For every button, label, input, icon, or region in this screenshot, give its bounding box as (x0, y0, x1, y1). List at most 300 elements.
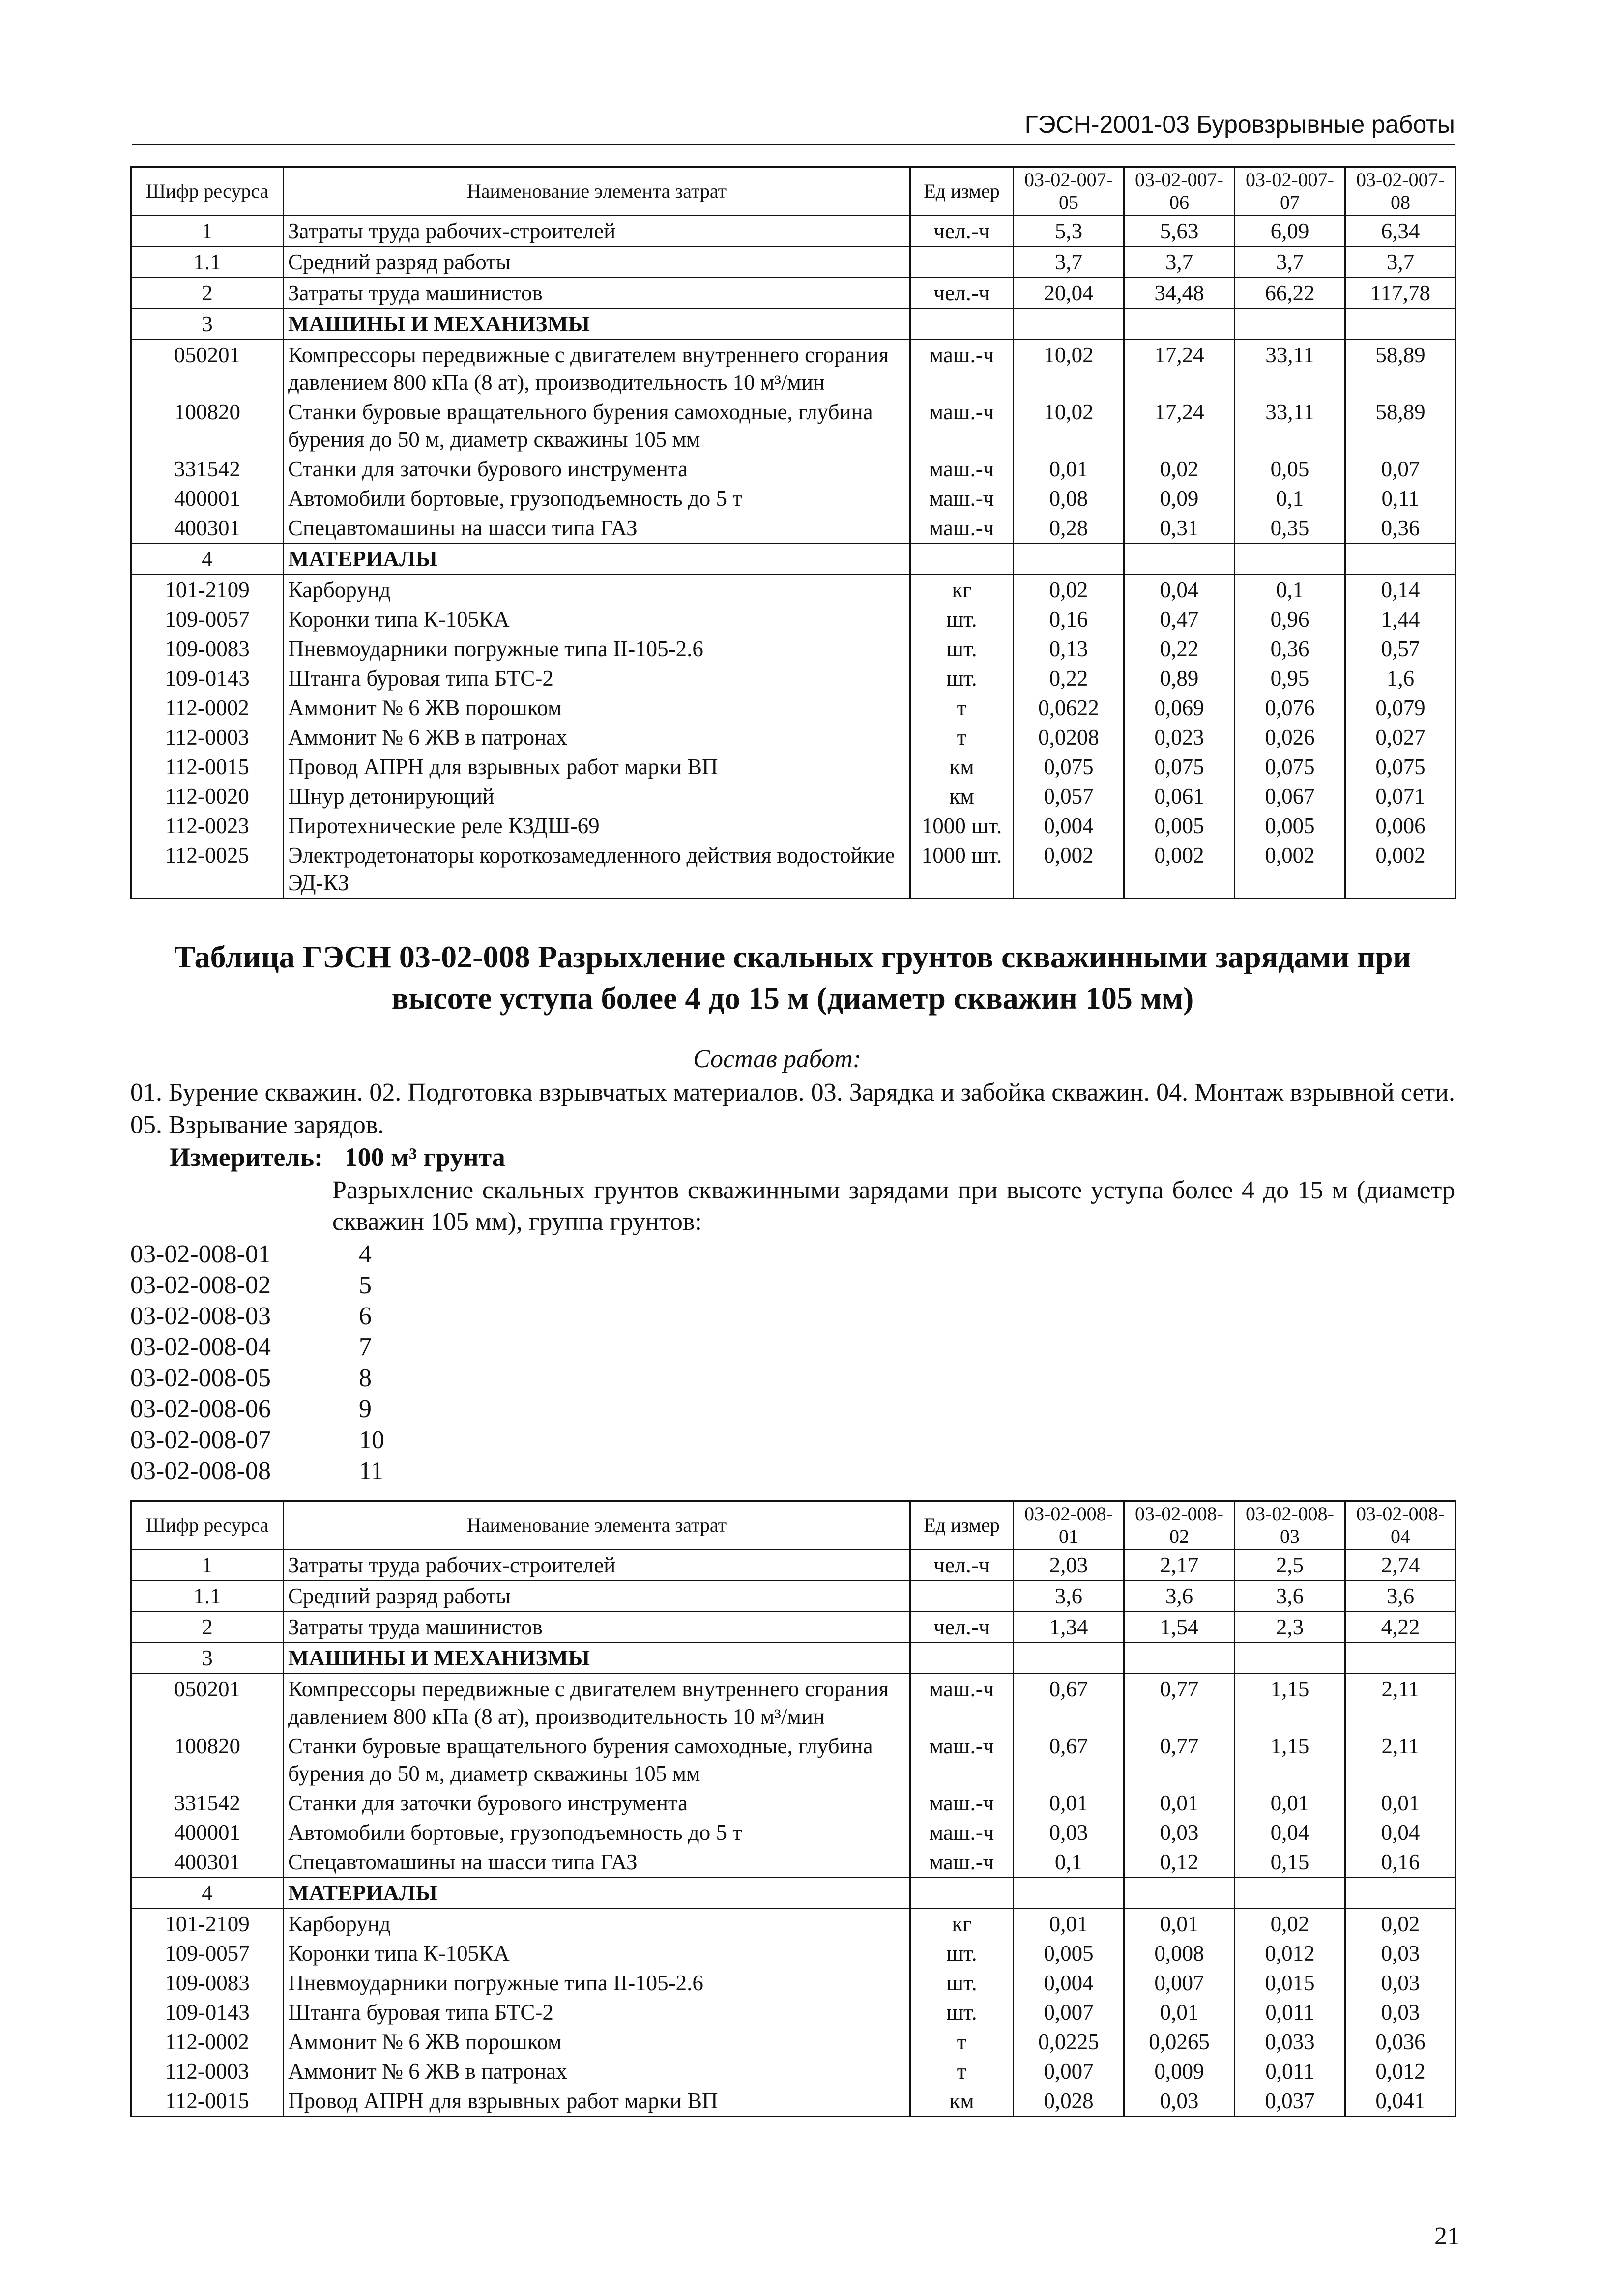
header-title: ГЭСН-2001-03 Буровзрывные работы (1024, 111, 1455, 138)
norm-value (1235, 1878, 1345, 1909)
table-row (131, 1878, 1456, 1909)
norm-value: 0,005 (1124, 811, 1235, 841)
table-row (131, 723, 1456, 752)
norm-code-item (130, 1363, 384, 1394)
norm-value: 6,34 (1345, 216, 1456, 247)
col-header-norm: 03-02-007-06 (1124, 167, 1235, 216)
resource-unit (910, 1878, 1014, 1909)
norm-value: 0,01 (1014, 1909, 1124, 1939)
norm-value: 0,03 (1345, 1998, 1456, 2027)
norm-value: 10,02 (1014, 340, 1124, 398)
norm-value: 0,95 (1235, 664, 1345, 693)
norm-value: 0,007 (1014, 2057, 1124, 2086)
resource-code: 109-0083 (131, 634, 284, 664)
norm-value: 1,44 (1345, 605, 1456, 634)
norm-value: 3,6 (1014, 1581, 1124, 1612)
resource-name: Провод АПРН для взрывных работ марки ВП (284, 752, 910, 782)
norm-code: 03-02-008-06 (130, 1395, 271, 1423)
col-header-norm: 03-02-007-08 (1345, 167, 1456, 216)
resource-name: Затраты труда рабочих-строителей (284, 216, 910, 247)
resource-code: 1 (131, 216, 284, 247)
table-row (131, 782, 1456, 811)
resource-unit: т (910, 693, 1014, 723)
resource-name: Пневмоударники погружные типа II-105-2.6 (284, 634, 910, 664)
norm-value: 33,11 (1235, 397, 1345, 454)
norm-value: 0,04 (1235, 1818, 1345, 1847)
norm-value: 0,02 (1014, 575, 1124, 605)
resource-unit: чел.-ч (910, 1550, 1014, 1581)
table-row (131, 1847, 1456, 1878)
norm-value: 0,03 (1014, 1818, 1124, 1847)
measure-line (170, 1142, 505, 1172)
norm-value: 0,05 (1235, 454, 1345, 484)
resource-code: 112-0023 (131, 811, 284, 841)
norm-value: 2,17 (1124, 1550, 1235, 1581)
norm-value: 0,03 (1124, 2086, 1235, 2117)
norm-value: 0,03 (1345, 1939, 1456, 1968)
resource-name: МАШИНЫ И МЕХАНИЗМЫ (284, 309, 910, 340)
resource-name: Затраты труда машинистов (284, 278, 910, 309)
resource-name: Аммонит № 6 ЖВ в патронах (284, 723, 910, 752)
norm-code-item (130, 1455, 384, 1486)
norm-value: 0,14 (1345, 575, 1456, 605)
norm-code: 03-02-008-07 (130, 1426, 271, 1454)
norm-value: 2,74 (1345, 1550, 1456, 1581)
norm-value (1345, 1643, 1456, 1674)
norm-value: 2,3 (1235, 1612, 1345, 1643)
resource-table-008 (130, 1500, 1456, 2117)
norm-value: 0,007 (1124, 1968, 1235, 1998)
norm-value: 0,01 (1124, 1909, 1235, 1939)
table-row (131, 1939, 1456, 1968)
norm-value: 3,7 (1345, 247, 1456, 278)
resource-unit: км (910, 2086, 1014, 2117)
resource-unit: шт. (910, 605, 1014, 634)
norm-value: 0,01 (1014, 1788, 1124, 1818)
norm-value: 17,24 (1124, 340, 1235, 398)
resource-code: 331542 (131, 454, 284, 484)
work-description: Разрыхление скальных грунтов скважинными зарядами при высоте уступа более 4 до 15 м (диаметр скважин 105 мм), группа грунтов: (332, 1176, 1455, 1236)
norm-value: 0,0225 (1014, 2027, 1124, 2057)
resource-unit: маш.-ч (910, 1847, 1014, 1878)
resource-code: 400001 (131, 484, 284, 513)
norm-value: 0,07 (1345, 454, 1456, 484)
resource-code: 400001 (131, 1818, 284, 1847)
resource-code: 109-0057 (131, 605, 284, 634)
norm-value: 58,89 (1345, 340, 1456, 398)
norm-value: 0,47 (1124, 605, 1235, 634)
resource-name: Пневмоударники погружные типа II-105-2.6 (284, 1968, 910, 1998)
norm-value: 0,027 (1345, 723, 1456, 752)
table-row (131, 454, 1456, 484)
col-header-norm: 03-02-008-04 (1345, 1501, 1456, 1550)
resource-name: Спецавтомашины на шасси типа ГАЗ (284, 1847, 910, 1878)
norm-value: 0,007 (1014, 1998, 1124, 2027)
norm-value: 6,09 (1235, 216, 1345, 247)
norm-value: 0,01 (1124, 1998, 1235, 2027)
norm-value (1124, 1643, 1235, 1674)
norm-value: 0,002 (1014, 841, 1124, 899)
norm-value: 0,033 (1235, 2027, 1345, 2057)
resource-unit: км (910, 782, 1014, 811)
composition-text: 01. Бурение скважин. 02. Подготовка взрывчатых материалов. 03. Зарядка и забойка скважин. 04. Монтаж взрывной сети. 05. Взрывание зарядов. (130, 1078, 1455, 1139)
table-row (131, 1612, 1456, 1643)
norm-value: 0,008 (1124, 1939, 1235, 1968)
resource-unit: кг (910, 1909, 1014, 1939)
resource-name: Средний разряд работы (284, 1581, 910, 1612)
norm-value: 2,03 (1014, 1550, 1124, 1581)
col-header-name: Наименование элемента затрат (284, 167, 910, 216)
norm-value: 0,28 (1014, 513, 1124, 544)
norm-value: 0,01 (1345, 1788, 1456, 1818)
resource-name: Автомобили бортовые, грузоподъемность до 5 т (284, 484, 910, 513)
norm-value: 1,6 (1345, 664, 1456, 693)
norm-value: 0,1 (1235, 575, 1345, 605)
resource-unit: маш.-ч (910, 513, 1014, 544)
norm-value: 0,079 (1345, 693, 1456, 723)
norm-value: 0,011 (1235, 2057, 1345, 2086)
norm-value: 3,7 (1124, 247, 1235, 278)
norm-code: 03-02-008-01 (130, 1240, 271, 1268)
resource-code: 1.1 (131, 1581, 284, 1612)
norm-code: 03-02-008-05 (130, 1364, 271, 1392)
measure-label: Измеритель: (170, 1142, 323, 1172)
norm-value: 17,24 (1124, 397, 1235, 454)
resource-unit: шт. (910, 1939, 1014, 1968)
resource-name: Станки для заточки бурового инструмента (284, 454, 910, 484)
resource-name: Пиротехнические реле КЗДШ-69 (284, 811, 910, 841)
table-row (131, 247, 1456, 278)
resource-name: Карборунд (284, 1909, 910, 1939)
norm-value: 0,005 (1014, 1939, 1124, 1968)
soil-group: 10 (359, 1426, 384, 1454)
norm-value: 0,31 (1124, 513, 1235, 544)
norm-value: 3,6 (1235, 1581, 1345, 1612)
norm-value: 0,36 (1345, 513, 1456, 544)
table-row (131, 2027, 1456, 2057)
norm-value: 0,13 (1014, 634, 1124, 664)
resource-name: Автомобили бортовые, грузоподъемность до 5 т (284, 1818, 910, 1847)
table-row (131, 2057, 1456, 2086)
table-row (131, 1674, 1456, 1732)
norm-code: 03-02-008-04 (130, 1333, 271, 1361)
norm-value: 0,35 (1235, 513, 1345, 544)
resource-code: 112-0025 (131, 841, 284, 899)
resource-unit: маш.-ч (910, 1788, 1014, 1818)
norm-value (1014, 309, 1124, 340)
resource-code: 109-0143 (131, 1998, 284, 2027)
col-header-unit: Ед измер (910, 167, 1014, 216)
resource-name: Станки буровые вращательного бурения самоходные, глубина бурения до 50 м, диаметр скважины 105 мм (284, 397, 910, 454)
table-header-row (131, 167, 1456, 216)
resource-name: Станки буровые вращательного бурения самоходные, глубина бурения до 50 м, диаметр скважины 105 мм (284, 1731, 910, 1788)
resource-name: Компрессоры передвижные с двигателем внутреннего сгорания давлением 800 кПа (8 ат), производительность 10 м³/мин (284, 1674, 910, 1732)
col-header-name: Наименование элемента затрат (284, 1501, 910, 1550)
norm-value: 0,028 (1014, 2086, 1124, 2117)
norm-value: 0,09 (1124, 484, 1235, 513)
norm-value: 0,02 (1235, 1909, 1345, 1939)
table-row (131, 1581, 1456, 1612)
norm-value: 3,6 (1345, 1581, 1456, 1612)
resource-code: 112-0003 (131, 2057, 284, 2086)
norm-value: 0,023 (1124, 723, 1235, 752)
resource-code: 400301 (131, 1847, 284, 1878)
table-row (131, 278, 1456, 309)
table-row (131, 397, 1456, 454)
norm-value: 0,075 (1345, 752, 1456, 782)
resource-unit: маш.-ч (910, 454, 1014, 484)
table-row (131, 544, 1456, 575)
resource-unit: маш.-ч (910, 1674, 1014, 1732)
norm-value: 0,075 (1014, 752, 1124, 782)
resource-name: Электродетонаторы короткозамедленного действия водостойкие ЭД-КЗ (284, 841, 910, 899)
norm-value: 0,004 (1014, 1968, 1124, 1998)
norm-value: 0,0208 (1014, 723, 1124, 752)
norm-value: 20,04 (1014, 278, 1124, 309)
table-row (131, 752, 1456, 782)
norm-value: 0,0622 (1014, 693, 1124, 723)
norm-value: 0,22 (1124, 634, 1235, 664)
resource-unit: шт. (910, 1998, 1014, 2027)
norm-code-item (130, 1394, 384, 1424)
norm-value: 0,057 (1014, 782, 1124, 811)
resource-code: 2 (131, 278, 284, 309)
norm-value: 0,076 (1235, 693, 1345, 723)
norm-value: 0,012 (1345, 2057, 1456, 2086)
table-row (131, 484, 1456, 513)
norm-value: 0,22 (1014, 664, 1124, 693)
norm-value: 0,04 (1345, 1818, 1456, 1847)
col-header-unit: Ед измер (910, 1501, 1014, 1550)
soil-group: 9 (359, 1395, 372, 1423)
soil-group: 6 (359, 1302, 372, 1330)
col-header-code: Шифр ресурса (131, 167, 284, 216)
norm-code-item (130, 1270, 384, 1301)
resource-code: 2 (131, 1612, 284, 1643)
resource-code: 331542 (131, 1788, 284, 1818)
resource-name: МАШИНЫ И МЕХАНИЗМЫ (284, 1643, 910, 1674)
norm-value: 0,026 (1235, 723, 1345, 752)
resource-name: Коронки типа К-105КА (284, 1939, 910, 1968)
resource-unit: шт. (910, 1968, 1014, 1998)
table-row (131, 309, 1456, 340)
norm-value (1235, 1643, 1345, 1674)
norm-value (1014, 1643, 1124, 1674)
norm-value: 3,6 (1124, 1581, 1235, 1612)
running-header (132, 109, 1455, 145)
resource-name: Аммонит № 6 ЖВ в патронах (284, 2057, 910, 2086)
norm-value: 0,004 (1014, 811, 1124, 841)
resource-unit: маш.-ч (910, 1731, 1014, 1788)
norm-value: 0,1 (1014, 1847, 1124, 1878)
table-row (131, 513, 1456, 544)
norm-value: 0,57 (1345, 634, 1456, 664)
resource-name: Спецавтомашины на шасси типа ГАЗ (284, 513, 910, 544)
norm-value: 0,061 (1124, 782, 1235, 811)
resource-unit: маш.-ч (910, 397, 1014, 454)
col-header-norm: 03-02-008-01 (1014, 1501, 1124, 1550)
resource-code: 050201 (131, 340, 284, 398)
resource-code: 112-0015 (131, 2086, 284, 2117)
resource-code: 112-0020 (131, 782, 284, 811)
norm-value: 3,7 (1014, 247, 1124, 278)
norm-value (1014, 544, 1124, 575)
norm-value: 0,77 (1124, 1674, 1235, 1732)
norm-value: 5,3 (1014, 216, 1124, 247)
norm-value: 33,11 (1235, 340, 1345, 398)
norm-value: 3,7 (1235, 247, 1345, 278)
resource-unit: маш.-ч (910, 1818, 1014, 1847)
norm-value: 34,48 (1124, 278, 1235, 309)
norm-value: 0,067 (1235, 782, 1345, 811)
table-row (131, 1968, 1456, 1998)
resource-name: Штанга буровая типа БТС-2 (284, 664, 910, 693)
norm-value: 0,011 (1235, 1998, 1345, 2027)
resource-code: 100820 (131, 397, 284, 454)
table-row (131, 1998, 1456, 2027)
soil-group: 5 (359, 1271, 372, 1299)
norm-value: 0,069 (1124, 693, 1235, 723)
norm-value (1124, 544, 1235, 575)
norm-value (1124, 1878, 1235, 1909)
norm-value: 0,002 (1235, 841, 1345, 899)
table-row (131, 841, 1456, 899)
norm-value: 0,16 (1345, 1847, 1456, 1878)
norm-value: 0,36 (1235, 634, 1345, 664)
resource-unit: маш.-ч (910, 340, 1014, 398)
norm-value: 0,009 (1124, 2057, 1235, 2086)
norm-value (1235, 309, 1345, 340)
norm-value (1235, 544, 1345, 575)
resource-unit: чел.-ч (910, 278, 1014, 309)
norm-value: 66,22 (1235, 278, 1345, 309)
col-header-norm: 03-02-008-02 (1124, 1501, 1235, 1550)
resource-unit (910, 1581, 1014, 1612)
table-row (131, 1643, 1456, 1674)
norm-value: 0,041 (1345, 2086, 1456, 2117)
col-header-norm: 03-02-007-07 (1235, 167, 1345, 216)
resource-name: Аммонит № 6 ЖВ порошком (284, 2027, 910, 2057)
resource-code: 3 (131, 1643, 284, 1674)
norm-value: 0,02 (1345, 1909, 1456, 1939)
resource-unit: кг (910, 575, 1014, 605)
resource-code: 1 (131, 1550, 284, 1581)
resource-code: 112-0002 (131, 2027, 284, 2057)
norm-value: 0,77 (1124, 1731, 1235, 1788)
norm-value: 0,12 (1124, 1847, 1235, 1878)
norm-value: 0,96 (1235, 605, 1345, 634)
resource-unit: 1000 шт. (910, 841, 1014, 899)
resource-name: Провод АПРН для взрывных работ марки ВП (284, 2086, 910, 2117)
resource-code: 101-2109 (131, 1909, 284, 1939)
resource-code: 101-2109 (131, 575, 284, 605)
soil-group: 11 (359, 1457, 384, 1485)
resource-unit (910, 309, 1014, 340)
norm-value: 0,67 (1014, 1674, 1124, 1732)
norm-value: 0,15 (1235, 1847, 1345, 1878)
page-number: 21 (1434, 2222, 1460, 2250)
resource-unit: км (910, 752, 1014, 782)
resource-code: 112-0003 (131, 723, 284, 752)
resource-code: 400301 (131, 513, 284, 544)
resource-code: 112-0015 (131, 752, 284, 782)
resource-unit: чел.-ч (910, 216, 1014, 247)
table-row (131, 811, 1456, 841)
resource-unit: шт. (910, 664, 1014, 693)
norm-value: 0,002 (1124, 841, 1235, 899)
resource-unit: чел.-ч (910, 1612, 1014, 1643)
norm-value (1345, 1878, 1456, 1909)
table-row (131, 2086, 1456, 2117)
norm-value: 1,54 (1124, 1612, 1235, 1643)
measure-value: 100 м³ грунта (344, 1142, 505, 1172)
resource-name: Станки для заточки бурового инструмента (284, 1788, 910, 1818)
norm-value: 0,67 (1014, 1731, 1124, 1788)
norm-value: 0,03 (1345, 1968, 1456, 1998)
table-row (131, 1818, 1456, 1847)
resource-code: 109-0057 (131, 1939, 284, 1968)
norm-value: 2,11 (1345, 1674, 1456, 1732)
norm-value: 2,11 (1345, 1731, 1456, 1788)
norm-value: 0,04 (1124, 575, 1235, 605)
col-header-code: Шифр ресурса (131, 1501, 284, 1550)
norm-value: 0,11 (1345, 484, 1456, 513)
norm-value: 0,071 (1345, 782, 1456, 811)
norm-value: 4,22 (1345, 1612, 1456, 1643)
table-row (131, 664, 1456, 693)
norm-value (1345, 544, 1456, 575)
resource-unit: т (910, 2057, 1014, 2086)
norm-value: 1,34 (1014, 1612, 1124, 1643)
norm-value: 1,15 (1235, 1674, 1345, 1732)
norm-value: 0,0265 (1124, 2027, 1235, 2057)
resource-name: Затраты труда рабочих-строителей (284, 1550, 910, 1581)
norm-value: 0,01 (1124, 1788, 1235, 1818)
resource-name: Затраты труда машинистов (284, 1612, 910, 1643)
resource-code: 100820 (131, 1731, 284, 1788)
norm-value (1345, 309, 1456, 340)
resource-code: 4 (131, 544, 284, 575)
norm-code-list (130, 1239, 384, 1486)
norm-value: 0,037 (1235, 2086, 1345, 2117)
norm-value: 0,01 (1014, 454, 1124, 484)
norm-value: 0,02 (1124, 454, 1235, 484)
norm-code-item (130, 1332, 384, 1363)
norm-value: 117,78 (1345, 278, 1456, 309)
composition-label: Состав работ: (693, 1045, 862, 1073)
norm-value: 0,075 (1235, 752, 1345, 782)
resource-code: 050201 (131, 1674, 284, 1732)
col-header-norm: 03-02-007-05 (1014, 167, 1124, 216)
resource-name: МАТЕРИАЛЫ (284, 1878, 910, 1909)
norm-value: 0,075 (1124, 752, 1235, 782)
norm-code: 03-02-008-02 (130, 1271, 271, 1299)
norm-value: 0,16 (1014, 605, 1124, 634)
norm-value: 2,5 (1235, 1550, 1345, 1581)
norm-value: 0,015 (1235, 1968, 1345, 1998)
resource-code: 1.1 (131, 247, 284, 278)
soil-group: 4 (359, 1240, 372, 1268)
resource-code: 112-0002 (131, 693, 284, 723)
norm-value: 0,89 (1124, 664, 1235, 693)
norm-code-item (130, 1301, 384, 1332)
resource-unit (910, 1643, 1014, 1674)
norm-value: 0,006 (1345, 811, 1456, 841)
resource-unit (910, 247, 1014, 278)
resource-name: Коронки типа К-105КА (284, 605, 910, 634)
norm-code: 03-02-008-03 (130, 1302, 271, 1330)
norm-value: 0,002 (1345, 841, 1456, 899)
